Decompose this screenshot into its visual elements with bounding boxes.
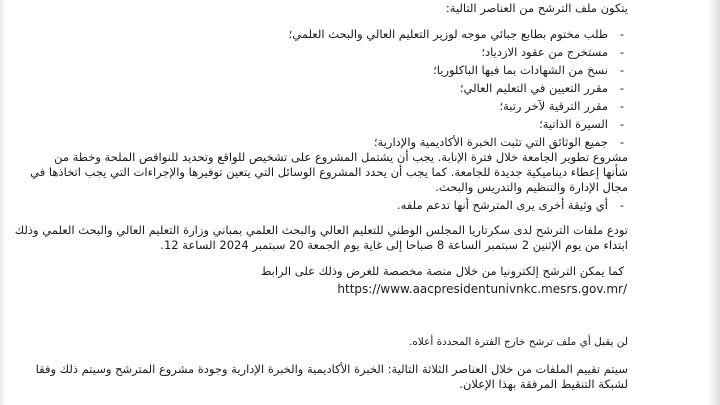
- list-item: [8, 117, 628, 131]
- scan-edge-left: [0, 0, 6, 405]
- bullet-dash: -: [619, 45, 625, 59]
- bullet-dash: -: [619, 135, 625, 149]
- list-item: [8, 135, 628, 149]
- list-item: [8, 63, 628, 77]
- deposit-paragraph-line: ابتداء من يوم الإثنين 2 سبتمبر الساعة 8 صباحا إلى غاية يوم الجمعة 20 سبتمبر 2024 الساعة 12.: [160, 238, 628, 252]
- list-item-text: أي وثيقة أخرى يرى المترشح أنها تدعم ملفه.: [397, 198, 608, 212]
- list-item-text: طلب مختوم بطابع جبائي موجه لوزير التعليم العالي والبحث العلمي؛: [288, 27, 608, 41]
- list-item-text: مستخرج من عقود الازدياد؛: [481, 45, 608, 59]
- list-item-text: مقرر الترقية لآخر رتبة؛: [499, 99, 608, 113]
- list-item: [8, 198, 628, 212]
- list-item-text: جميع الوثائق التي تثبت الخبرة الأكاديمية والإدارية؛: [373, 135, 608, 149]
- bullet-dash: -: [619, 81, 625, 95]
- application-url[interactable]: https://www.aacpresidentunivnkc.mesrs.gov.mr/: [337, 282, 627, 296]
- evaluation-paragraph-line: سيتم تقييم الملفات من خلال العناصر الثلاثة التالية: الخبرة الأكاديمية والخبرة الإدارية وجودة مشروع المترشح وسيتم ذلك وفقا: [35, 362, 628, 376]
- bullet-dash: -: [619, 63, 625, 77]
- online-application-line: كما يمكن الترشح إلكترونيا من خلال منصة مخصصة للغرض وذلك على الرابط: [260, 264, 624, 278]
- project-paragraph-line: مشروع تطوير الجامعة خلال فترة الإنابة. يجب أن يشتمل المشروع على تشخيص للواقع وتحديد للنواقص الملحة وخطة من: [54, 150, 628, 164]
- scan-edge-right: [706, 0, 720, 405]
- deposit-paragraph-line: تودع ملفات الترشح لدى سكرتاريا المجلس الوطني للتعليم العالي والبحث العلمي بمباني وزارة التعليم العالي والبحث العلمي وذلك: [14, 223, 628, 237]
- bullet-dash: -: [619, 198, 625, 212]
- bullet-dash: -: [619, 27, 625, 41]
- intro-line: يتكون ملف الترشح من العناصر التالية:: [445, 1, 628, 15]
- list-item-text: السيرة الذاتية؛: [539, 117, 608, 131]
- late-notice: لن يقبل أي ملف ترشح خارج الفترة المحددة أعلاه.: [408, 336, 628, 348]
- list-item-text: نسخ من الشهادات بما فيها الباكلوريا؛: [433, 63, 608, 77]
- project-paragraph-line: شأنها إعطاء ديناميكية جديدة للجامعة. كما يجب أن يحدد المشروع الوسائل التي يتعين توفيرها والإجراءات التي يجب اتخاذها في: [30, 165, 628, 179]
- project-paragraph-line: مجال الإدارة والتنظيم والتدريس والبحث.: [435, 180, 628, 194]
- evaluation-paragraph-line: لشبكة التنقيط المرفقة بهذا الإعلان.: [459, 377, 628, 391]
- bullet-dash: -: [619, 99, 625, 113]
- list-item: [8, 81, 628, 95]
- list-item: [8, 99, 628, 113]
- list-item-text: مقرر التعيين في التعليم العالي؛: [459, 81, 608, 95]
- bullet-dash: -: [619, 117, 625, 131]
- list-item: [8, 27, 628, 41]
- list-item: [8, 45, 628, 59]
